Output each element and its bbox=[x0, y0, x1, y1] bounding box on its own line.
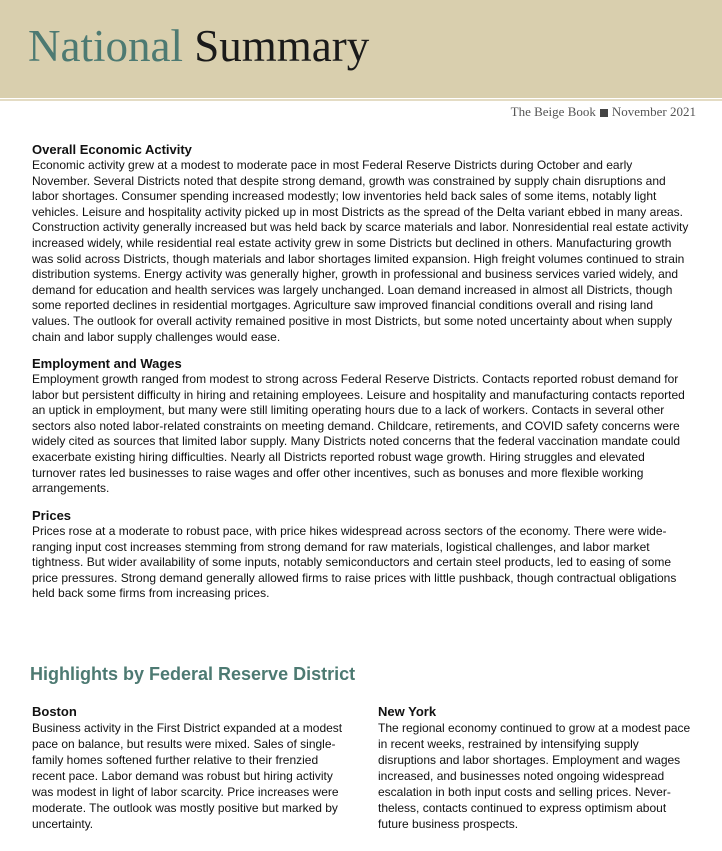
section-prices bbox=[32, 508, 692, 602]
section-heading: Employment and Wages bbox=[32, 356, 182, 371]
section-body: Prices rose at a moderate to robust pace, with price hikes widespread across sectors of the economy. There were wide-ranging input cost increases stemming from strong demand for raw materials, logistical challenges, and labor market tightness. But wider availability of some inputs, notably semiconductors and certain steel products, led to easing of some price pressures. Strong demand generally allowed firms to raise prices with little pushback, though contractual obligations held back some firms from increasing prices. bbox=[32, 524, 677, 601]
district-new-york bbox=[378, 704, 696, 832]
section-employment-and-wages bbox=[32, 356, 692, 497]
section-overall-economic-activity bbox=[32, 142, 692, 345]
district-boston bbox=[32, 704, 350, 832]
square-separator-icon bbox=[600, 109, 608, 117]
page-title-word-2: Summary bbox=[194, 21, 370, 71]
title-banner bbox=[0, 0, 722, 98]
section-body: Economic activity grew at a modest to moderate pace in most Federal Reserve Districts during October and early November. Several Districts noted that despite strong demand, growth was constrained by supply chain disruptions and labor shortages. Consumer spending increased modestly; low inventories held back sales of some items, notably light vehicles. Leisure and hospitality activity picked up in most Districts as the spread of the Delta variant ebbed in many areas. Construction activity generally increased but was held back by scarce materials and labor. Nonresidential real estate activity increased widely, while residential real estate activity grew in some Districts but declined in others. Manufacturing growth was solid across Districts, though materials and labor shortages limited expansion. High freight volumes continued to strain distribution systems. Energy activity was generally higher, growth in professional and business services varied widely, and demand for education and health services was largely unchanged. Loan demand increased in almost all Districts, though some reported declines in residential mortgages. Agriculture saw improved financial conditions overall and rising land values. The outlook for overall activity remained positive in most Districts, but some noted uncertainty about when supply chain and labor supply challenges would ease. bbox=[32, 158, 689, 344]
district-body: Business activity in the First District expanded at a modest pace on balance, but results were mixed. Sales of single-family homes softened further relative to their frenzied recent pace. Labor demand was robust but hiring activity was modest in light of labor scarcity. Price increases were moderate. The outlook was mostly positive but marked by uncertainty. bbox=[32, 721, 343, 831]
section-heading: Prices bbox=[32, 508, 72, 523]
publication-date: November 2021 bbox=[611, 104, 696, 119]
page-title bbox=[28, 18, 369, 74]
district-heading: Boston bbox=[32, 704, 77, 719]
publication-line bbox=[511, 104, 696, 120]
district-heading: New York bbox=[378, 704, 437, 719]
banner-divider bbox=[0, 99, 722, 101]
section-body: Employment growth ranged from modest to strong across Federal Reserve Districts. Contacts reported robust demand for labor but persistent difficulty in hiring and retaining employees. Leisure and hospitality and manufacturing contacts reported an uptick in employment, but many were still limiting operating hours due to a lack of workers. Contacts in several other sectors also noted labor-related constraints on meeting demand. Childcare, retirements, and COVID safety concerns were widely cited as sources that limited labor supply. Many Districts noted concerns that the federal vaccination mandate could exacerbate existing hiring difficulties. Nearly all Districts reported robust wage growth. Hiring struggles and elevated turnover rates led businesses to raise wages and offer other incentives, such as bonuses and more flexible working arrangements. bbox=[32, 372, 685, 496]
section-heading: Overall Economic Activity bbox=[32, 142, 192, 157]
page-title-word-1: National bbox=[28, 21, 183, 71]
publication-name: The Beige Book bbox=[510, 104, 596, 119]
highlights-heading: Highlights by Federal Reserve District bbox=[30, 664, 356, 684]
district-body: The regional economy continued to grow at a modest pace in recent weeks, restrained by intensifying supply disruptions and labor shortages. Employment and wages increased, and businesses noted ongoing widespread escalation in both input costs and selling prices. Nevertheless, contacts continued to express optimism about future business prospects. bbox=[378, 721, 691, 831]
